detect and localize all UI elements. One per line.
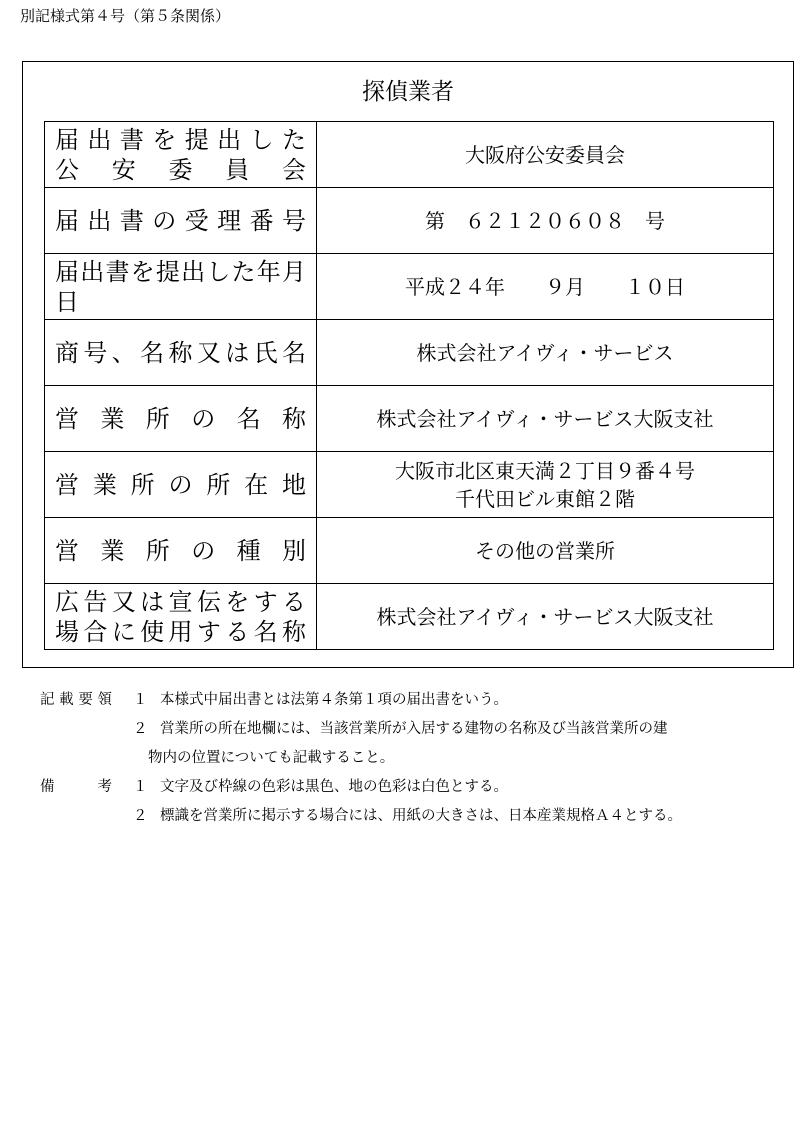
row-value-line: 株式会社アイヴィ・サービス大阪支社 bbox=[376, 604, 714, 629]
row-value-line: 平成２４年 ９月 １０日 bbox=[405, 274, 685, 299]
table-row bbox=[45, 518, 774, 584]
row-value-line: 大阪府公安委員会 bbox=[465, 142, 625, 167]
row-value-office-type bbox=[317, 518, 774, 584]
row-label-commission bbox=[45, 122, 317, 188]
table-row bbox=[45, 584, 774, 650]
list-item bbox=[40, 802, 790, 831]
table-row bbox=[45, 452, 774, 518]
notes-section bbox=[40, 686, 790, 831]
note-text: 標識を営業所に掲示する場合には、用紙の大きさは、日本産業規格Ａ４とする。 bbox=[160, 808, 682, 824]
table-row bbox=[45, 320, 774, 386]
table-row bbox=[45, 386, 774, 452]
row-label-line: 届​出​書​を​提​出​し​た​年​月​日 bbox=[55, 257, 306, 316]
list-item bbox=[40, 773, 790, 802]
row-value-office-address bbox=[317, 452, 774, 518]
note-text: 物内の位置についても記載すること。 bbox=[148, 750, 395, 766]
table-row bbox=[45, 188, 774, 254]
row-label-line: 営​業​所​の​種​別 bbox=[55, 536, 306, 565]
row-label-trade-name bbox=[45, 320, 317, 386]
remarks-heading: 備​考 bbox=[40, 779, 112, 795]
row-value-submission-date bbox=[317, 254, 774, 320]
row-label-receipt-number bbox=[45, 188, 317, 254]
sign-title: 探偵業者 bbox=[362, 79, 454, 105]
note-number: ２ bbox=[133, 721, 148, 737]
note-number: １ bbox=[133, 779, 148, 795]
sign-info-table bbox=[44, 121, 774, 650]
row-label-office-name bbox=[45, 386, 317, 452]
row-label-line: 届​出​書​の​受​理​番​号 bbox=[55, 206, 306, 235]
table-row bbox=[45, 254, 774, 320]
note-text: 本様式中届出書とは法第４条第１項の届出書をいう。 bbox=[160, 692, 508, 708]
row-label-advertising-name bbox=[45, 584, 317, 650]
row-value-line: 大阪市北区東天満２丁目９番４号 bbox=[395, 458, 695, 483]
row-label-submission-date bbox=[45, 254, 317, 320]
note-text: 営業所の所在地欄には、当該営業所が入居する建物の名称及び当該営業所の建 bbox=[160, 721, 668, 737]
row-value-commission bbox=[317, 122, 774, 188]
note-text: 文字及び枠線の色彩は黒色、地の色彩は白色とする。 bbox=[160, 779, 508, 795]
list-item bbox=[40, 715, 790, 744]
row-label-line: 公​安​委​員​会 bbox=[55, 155, 306, 184]
row-label-line: 営​業​所​の​名​称 bbox=[55, 404, 306, 433]
row-label-line: 届​出​書​を​提​出​し​た bbox=[55, 125, 306, 154]
row-value-line: 株式会社アイヴィ・サービス大阪支社 bbox=[376, 406, 714, 431]
row-value-trade-name bbox=[317, 320, 774, 386]
row-value-office-name bbox=[317, 386, 774, 452]
form-number-label: 別記様式第４号（第５条関係） bbox=[20, 7, 231, 25]
note-number: １ bbox=[133, 692, 148, 708]
row-value-line: 株式会社アイヴィ・サービス bbox=[416, 340, 674, 365]
row-label-line: 営​業​所​の​所​在​地 bbox=[55, 470, 306, 499]
table-row bbox=[45, 122, 774, 188]
row-label-line: 商​号​、​名​称​又​は​氏​名 bbox=[55, 338, 306, 367]
note-number: ２ bbox=[133, 808, 148, 824]
row-label-line: 場​合​に​使​用​す​る​名​称 bbox=[55, 617, 306, 646]
list-item bbox=[40, 686, 790, 715]
row-label-office-type bbox=[45, 518, 317, 584]
entry-guidelines-heading: 記​載​要​領 bbox=[40, 692, 112, 708]
row-value-line: 第 ６２１２０６０８ 号 bbox=[425, 208, 665, 233]
list-item-continuation bbox=[40, 744, 790, 773]
row-value-advertising-name bbox=[317, 584, 774, 650]
row-label-line: 広​告​又​は​宣​伝​を​す​る bbox=[55, 587, 306, 616]
row-value-line: その他の営業所 bbox=[475, 538, 615, 563]
row-label-office-address bbox=[45, 452, 317, 518]
row-value-receipt-number bbox=[317, 188, 774, 254]
row-value-line: 千代田ビル東館２階 bbox=[455, 486, 635, 511]
